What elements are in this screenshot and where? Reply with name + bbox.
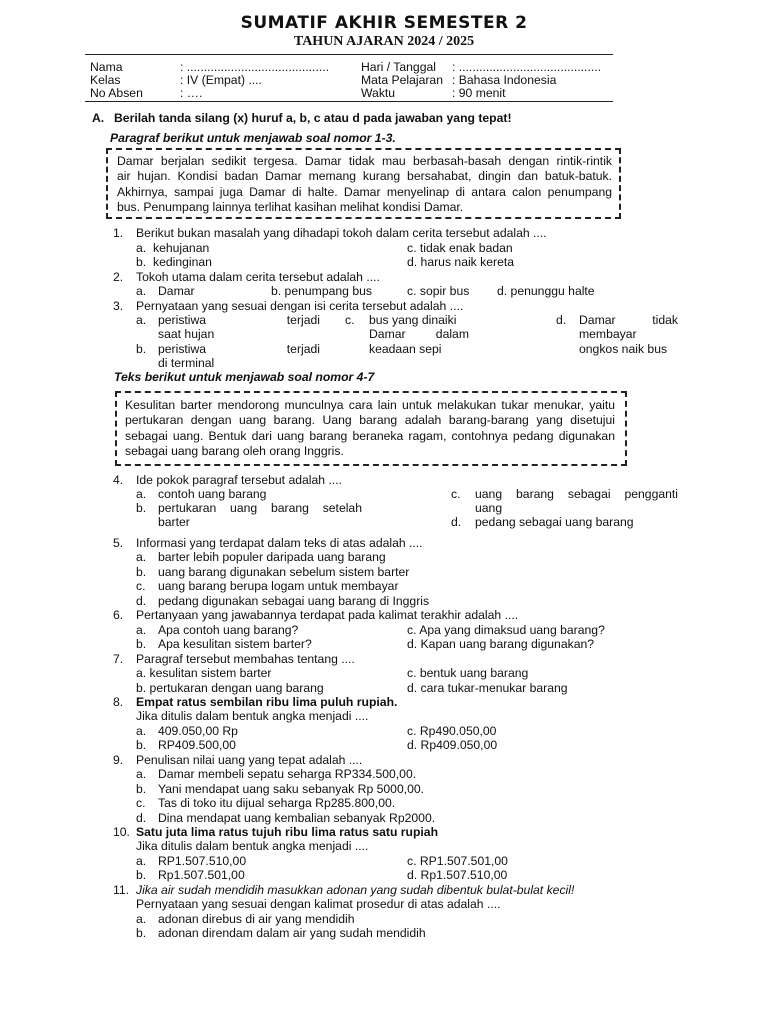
section-a-letter: A.	[92, 111, 105, 125]
absen-field[interactable]: : ….	[180, 86, 203, 100]
question-number: 11.	[113, 883, 130, 897]
option-letter[interactable]: b.	[136, 868, 147, 882]
option-d-cont[interactable]: membayar	[579, 327, 637, 341]
option-c-cont[interactable]: uang	[475, 501, 503, 515]
option-d-line[interactable]	[579, 313, 678, 327]
option-letter[interactable]: a.	[136, 241, 147, 255]
question-subtext: Jika ditulis dalam bentuk angka menjadi ....	[136, 709, 369, 723]
option-a[interactable]: Damar	[158, 284, 195, 298]
waktu-value: : 90 menit	[452, 86, 506, 100]
option-b[interactable]: b. penumpang bus	[271, 284, 372, 298]
option-c-word: sebagai	[567, 487, 611, 501]
option-letter[interactable]: b.	[136, 565, 147, 579]
option-b-cont[interactable]: barter	[158, 515, 190, 529]
question-text: Tokoh utama dalam cerita tersebut adalah ....	[136, 270, 380, 284]
option-c[interactable]: Tas di toko itu dijual seharga Rp285.800,00.	[158, 796, 396, 810]
question-text: Informasi yang terdapat dalam teks di atas adalah ....	[136, 536, 423, 550]
option-c-word: barang	[516, 487, 554, 501]
kelas-field[interactable]: : IV (Empat) ....	[180, 73, 262, 87]
question-number: 2.	[113, 270, 124, 284]
option-letter[interactable]: d.	[451, 515, 462, 529]
option-b[interactable]: Yani mendapat uang saku sebanyak Rp 5000,00.	[158, 782, 425, 796]
option-letter[interactable]: a.	[136, 623, 147, 637]
passage2-line: sebagai uang. Bentuk dari uang barang beraneka ragam, contohnya pedang digunakan	[125, 428, 615, 443]
option-a[interactable]: Damar membeli sepatu seharga RP334.500,00.	[158, 767, 417, 781]
passage1-text	[117, 154, 612, 215]
question-text: Satu juta lima ratus tujuh ribu lima ratus satu rupiah	[136, 825, 439, 839]
question-subtext: Jika ditulis dalam bentuk angka menjadi ....	[136, 839, 369, 853]
question-number: 4.	[113, 473, 124, 487]
option-letter[interactable]: a.	[136, 912, 147, 926]
passage1-line: Akhirnya, sampai juga Damar di halte. Damar menyelinap di antara calon penumpang	[117, 184, 612, 199]
option-b[interactable]: b. pertukaran dengan uang barang	[136, 681, 324, 695]
option-c[interactable]: c. sopir bus	[407, 284, 470, 298]
option-a[interactable]: kehujanan	[153, 241, 210, 255]
hari-field[interactable]: : ..........................................	[452, 60, 601, 74]
question-text: Pernyataan yang sesuai dengan isi cerita tersebut adalah ....	[136, 299, 464, 313]
question-text: Pertanyaan yang jawabannya terdapat pada kalimat terakhir adalah ....	[136, 608, 519, 622]
option-letter[interactable]: a.	[136, 313, 147, 327]
option-c-line[interactable]	[369, 327, 469, 341]
option-c[interactable]: c. Apa yang dimaksud uang barang?	[407, 623, 605, 637]
option-b-line[interactable]	[158, 501, 362, 515]
option-d[interactable]: d. cara tukar-menukar barang	[407, 681, 568, 695]
option-b-word: uang	[230, 501, 258, 515]
option-d[interactable]: pedang sebagai uang barang	[475, 515, 634, 529]
option-b-word: barang	[270, 501, 309, 515]
nama-field[interactable]: : ..........................................	[180, 60, 329, 74]
option-letter[interactable]: c.	[136, 579, 146, 593]
option-d[interactable]: pedang digunakan sebagai uang barang di Inggris	[158, 594, 430, 608]
option-a[interactable]: a. kesulitan sistem barter	[136, 666, 272, 680]
mapel-value: : Bahasa Indonesia	[452, 73, 557, 87]
option-letter[interactable]: b.	[136, 926, 147, 940]
option-c[interactable]: c. RP1.507.501,00	[407, 854, 508, 868]
passage2-text	[125, 398, 615, 459]
option-b-word: pertukaran	[158, 501, 217, 515]
header-divider-top	[85, 54, 613, 55]
option-letter[interactable]: a.	[136, 854, 147, 868]
option-letter[interactable]: b.	[136, 637, 147, 651]
option-letter[interactable]: d.	[136, 811, 147, 825]
option-a[interactable]: RP1.507.510,00	[158, 854, 247, 868]
passage1-line: air hujan. Kondisi badan Damar memang kurang bersahabat, dingin dan batuk-batuk.	[117, 169, 612, 184]
option-b-word: setelah	[322, 501, 362, 515]
section-a-instruction: Berilah tanda silang (x) huruf a, b, c atau d pada jawaban yang tepat!	[114, 111, 512, 125]
option-letter[interactable]: b.	[136, 342, 147, 356]
option-b[interactable]: kedinginan	[153, 255, 212, 269]
question-number: 7.	[113, 652, 124, 666]
header-divider-bottom	[85, 101, 613, 102]
option-letter[interactable]: c.	[136, 796, 146, 810]
question-number: 8.	[113, 695, 124, 709]
option-b-word: peristiwa	[158, 342, 207, 356]
option-a[interactable]: Apa contoh uang barang?	[158, 623, 299, 637]
option-d-word: tidak	[652, 313, 678, 327]
option-c-cont[interactable]: keadaan sepi	[369, 342, 442, 356]
question-text: Berikut bukan masalah yang dihadapi tokoh dalam cerita tersebut adalah ....	[136, 226, 547, 240]
option-d-cont[interactable]: ongkos naik bus	[579, 342, 668, 356]
option-letter[interactable]: a.	[136, 487, 147, 501]
kelas-label: Kelas	[90, 73, 121, 87]
question-number: 10.	[113, 825, 130, 839]
option-d[interactable]: d. Rp409.050,00	[407, 738, 498, 752]
option-letter[interactable]: c.	[451, 487, 461, 501]
option-letter[interactable]: b.	[136, 501, 147, 515]
option-c-word: Damar	[369, 327, 406, 341]
option-d[interactable]: Dina mendapat uang kembalian sebanyak Rp2000.	[158, 811, 436, 825]
exam-title: SUMATIF AKHIR SEMESTER 2	[240, 13, 528, 33]
option-letter[interactable]: b.	[136, 255, 147, 269]
option-d[interactable]: d. Kapan uang barang digunakan?	[407, 637, 595, 651]
option-letter[interactable]: d.	[136, 594, 147, 608]
option-letter[interactable]: a.	[136, 767, 147, 781]
option-a[interactable]: adonan direbus di air yang mendidih	[158, 912, 355, 926]
absen-label: No Absen	[90, 86, 143, 100]
exam-subtitle: TAHUN AJARAN 2024 / 2025	[293, 34, 475, 49]
question-text: Empat ratus sembilan ribu lima puluh rupiah.	[136, 695, 398, 709]
option-a-word: terjadi	[286, 313, 320, 327]
option-c[interactable]: uang barang berupa logam untuk membayar	[158, 579, 399, 593]
option-d[interactable]: d. harus naik kereta	[407, 255, 515, 269]
passage1-heading: Paragraf berikut untuk menjawab soal nomor 1-3.	[110, 131, 396, 145]
option-letter[interactable]: d.	[556, 313, 567, 327]
question-number: 1.	[113, 226, 124, 240]
option-b[interactable]: uang barang digunakan sebelum sistem barter	[158, 565, 410, 579]
option-b-word: terjadi	[286, 342, 320, 356]
question-subtext: Pernyataan yang sesuai dengan kalimat prosedur di atas adalah ....	[136, 897, 501, 911]
option-b[interactable]: adonan direndam dalam air yang sudah mendidih	[158, 926, 426, 940]
option-a-cont[interactable]: saat hujan	[158, 327, 215, 341]
question-text: Penulisan nilai uang yang tepat adalah ....	[136, 753, 363, 767]
option-c[interactable]: bus yang dinaiki	[369, 313, 457, 327]
passage2-line: sebagai uang barang oleh orang Inggris.	[125, 443, 344, 458]
question-number: 6.	[113, 608, 124, 622]
passage2-line: Kesulitan barter mendorong munculnya cara lain untuk melakukan tukar menukar, yaitu	[125, 398, 615, 412]
option-a[interactable]: 409.050,00 Rp	[158, 724, 238, 738]
option-b[interactable]: Apa kesulitan sistem barter?	[158, 637, 312, 651]
option-a[interactable]: barter lebih populer daripada uang barang	[158, 550, 386, 564]
option-b[interactable]: RP409.500,00	[158, 738, 236, 752]
option-a-line[interactable]	[158, 313, 320, 327]
passage2-heading: Teks berikut untuk menjawab soal nomor 4-7	[114, 370, 375, 384]
question-text: Jika air sudah mendidih masukkan adonan yang sudah dibentuk bulat-bulat kecil!	[136, 883, 575, 897]
question-text: Ide pokok paragraf tersebut adalah ....	[136, 473, 342, 487]
option-b-cont[interactable]: di terminal	[158, 356, 215, 370]
option-c-word: pengganti	[624, 487, 678, 501]
option-c-word: dalam	[435, 327, 469, 341]
option-b-line[interactable]	[158, 342, 320, 356]
mapel-label: Mata Pelajaran	[361, 73, 443, 87]
option-a[interactable]: contoh uang barang	[158, 487, 267, 501]
question-number: 9.	[113, 753, 124, 767]
question-number: 5.	[113, 536, 124, 550]
option-d[interactable]: d. Rp1.507.510,00	[407, 868, 508, 882]
option-b[interactable]: Rp1.507.501,00	[158, 868, 245, 882]
waktu-label: Waktu	[361, 86, 396, 100]
option-c-line[interactable]	[475, 487, 678, 501]
option-a-word: peristiwa	[158, 313, 207, 327]
option-letter[interactable]: c.	[345, 313, 355, 327]
option-letter[interactable]: b.	[136, 782, 147, 796]
option-d[interactable]: d. penunggu halte	[497, 284, 595, 298]
option-letter[interactable]: a.	[136, 284, 147, 298]
passage1-line: Damar berjalan sedikit tergesa. Damar tidak mau berbasah-basah dengan rintik-rintik	[117, 154, 612, 168]
option-letter[interactable]: b.	[136, 738, 147, 752]
hari-label: Hari / Tanggal	[361, 60, 436, 74]
option-letter[interactable]: a.	[136, 550, 147, 564]
option-c[interactable]: c. tidak enak badan	[407, 241, 513, 255]
nama-label: Nama	[90, 60, 123, 74]
question-number: 3.	[113, 299, 124, 313]
passage2-line: pertukaran dengan uang barang. Uang barang adalah barang-barang yang disetujui	[125, 413, 615, 428]
option-c-word: uang	[475, 487, 503, 501]
passage1-line: bus. Penumpang lainnya terlihat kasihan melihat kondisi Damar.	[117, 199, 464, 214]
question-text: Paragraf tersebut membahas tentang ....	[136, 652, 355, 666]
option-d-word: Damar	[579, 313, 616, 327]
option-c[interactable]: c. bentuk uang barang	[407, 666, 529, 680]
option-c[interactable]: c. Rp490.050,00	[407, 724, 497, 738]
option-letter[interactable]: a.	[136, 724, 147, 738]
